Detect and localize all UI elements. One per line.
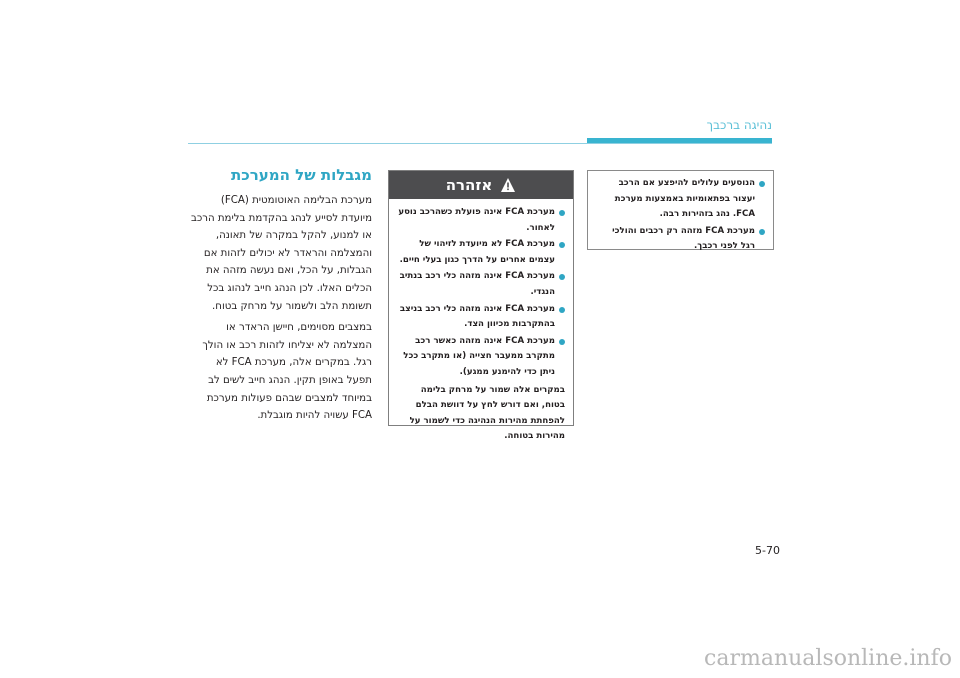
- note-box: [587, 170, 774, 250]
- warning-header: [389, 171, 573, 199]
- watermark: carmanualsonline.info: [704, 646, 952, 671]
- page-number: 5-70: [755, 544, 780, 557]
- bullet-icon: [559, 242, 565, 248]
- bullet-icon: [559, 307, 565, 313]
- section-paragraph: מערכת הבלימה האוטומטית (FCA) מיועדת לסייע לנהג בהקדמת בלימת הרכב או למנוע, להקל במקרה של תאונה, והמצלמה והראדר לא יכולים לזהות אם הגבלות, על הכל, ואם נעשה מזהה את הכלים האלו. לכן הנהג חייב לנהוג בכל תשומת הלב ולשמור על מרחק בטוח.: [190, 195, 372, 312]
- bullet-icon: [759, 229, 765, 235]
- section-title: מגבלות של המערכת: [231, 166, 372, 184]
- section-paragraph: במצבים מסוימים, חיישן הראדר או המצלמה לא יצליחו לזהות רכב או הולך רגל. במקרים אלה, מערכת FCA לא תפעל באופן תקין. הנהג חייב לשים לב במיוחד למצבים שבהם פעולות מערכת FCA עשויה להיות מוגבלת.: [202, 322, 372, 422]
- list-item: מערכת FCA אינה מזהה כאשר רכב מתקרב ממעבר חצייה (או מתקרב ככל ניתן כדי להימנע ממגע).: [397, 334, 565, 381]
- bullet-icon: [759, 181, 765, 187]
- header-divider: [188, 143, 772, 144]
- list-item: מערכת FCA אינה מזהה כלי רכב בניצב בהתקרבות מכיוון הצד.: [397, 302, 565, 333]
- bullet-icon: [559, 210, 565, 216]
- note-list: [596, 176, 765, 255]
- list-item: מערכת FCA לא מיועדת לזיהוי של עצמים אחרים על הדרך כגון בעלי חיים.: [397, 237, 565, 268]
- chapter-title: נהיגה ברכבך: [706, 118, 772, 132]
- warning-triangle-icon: [500, 177, 516, 193]
- list-item: מערכת FCA אינה מזהה כלי רכב בנתיב הנגדי.: [397, 269, 565, 300]
- list-item: הנוסעים עלולים להיפצע אם הרכב יעצור בפתאומיות באמצעות מערכת FCA. נהג בזהירות רבה.: [596, 176, 765, 223]
- warning-list: [397, 205, 565, 381]
- section-body: [188, 166, 372, 429]
- bullet-icon: [559, 274, 565, 280]
- bullet-icon: [559, 339, 565, 345]
- list-item: מערכת FCA מזהה רק רכבים והולכי רגל לפני רכבך.: [596, 224, 765, 255]
- warning-title: אזהרה: [445, 176, 493, 194]
- list-item: מערכת FCA אינה פועלת כשהרכב נוסע לאחור.: [397, 205, 565, 236]
- warning-box: [388, 170, 574, 442]
- warning-tail-text: במקרים אלה שמור על מרחק בלימה בטוח, ואם דורש לחץ על דוושת הבלם להפחתת מהירות הנהיגה כדי לשמור על מהירות בטוחה.: [409, 384, 565, 442]
